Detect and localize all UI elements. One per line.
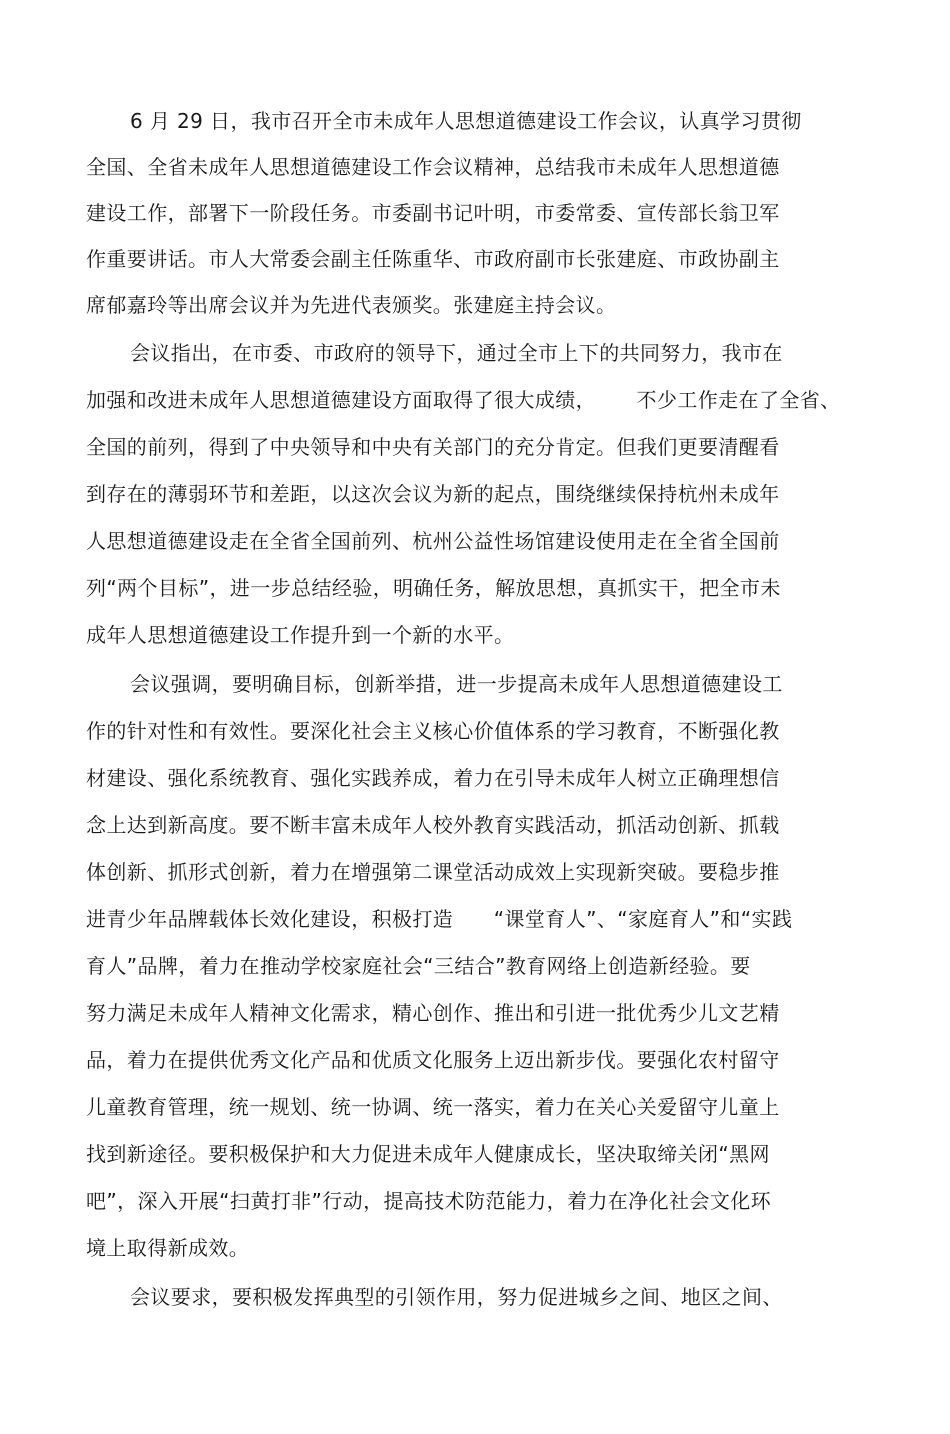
paragraph-1-line-2: 全国、全省未成年人思想道德建设工作会议精神，总结我市未成年人思想道德 (86, 155, 780, 179)
paragraph-3-line-5: 体创新、抓形式创新，着力在增强第二课堂活动成效上实现新突破。要稳步推 (86, 860, 780, 884)
paragraph-1-line-4: 作重要讲话。市人大常委会副主任陈重华、市政府副市长张建庭、市政协副主 (86, 247, 780, 271)
paragraph-2-line-6: 列“两个目标”，进一步总结经验，明确任务，解放思想，真抓实干，把全市未 (86, 576, 781, 600)
paragraph-3-line-9: 品，着力在提供优秀文化产品和优质文化服务上迈出新步伐。要强化农村留守 (86, 1048, 780, 1072)
paragraph-3-line-13: 境上取得新成效。 (86, 1236, 250, 1260)
paragraph-3-line-8: 努力满足未成年人精神文化需求，精心创作、推出和引进一批优秀少儿文艺精 (86, 1001, 780, 1025)
paragraph-3-line-4: 念上达到新高度。要不断丰富未成年人校外教育实践活动，抓活动创新、抓载 (86, 813, 780, 837)
paragraph-1-line-3: 建设工作，部署下一阶段任务。市委副书记叶明，市委常委、宣传部长翁卫军 (86, 201, 780, 225)
paragraph-3-line-12: 吧”，深入开展“扫黄打非”行动，提高技术防范能力，着力在净化社会文化环 (86, 1189, 772, 1213)
paragraph-1-line-5: 席郁嘉玲等出席会议并为先进代表颁奖。张建庭主持会议。 (86, 293, 617, 317)
paragraph-2-line-1: 会议指出，在市委、市政府的领导下，通过全市上下的共同努力，我市在 (130, 341, 783, 365)
paragraph-2-line-4: 到存在的薄弱环节和差距，以这次会议为新的起点，围绕继续保持杭州未成年 (86, 482, 780, 506)
paragraph-3-line-10: 儿童教育管理，统一规划、统一协调、统一落实，着力在关心关爱留守儿童上 (86, 1095, 780, 1119)
paragraph-1-line-1: 6 月 29 日，我市召开全市未成年人思想道德建设工作会议，认真学习贯彻 (130, 109, 802, 133)
paragraph-2-line-3: 全国的前列，得到了中央领导和中央有关部门的充分肯定。但我们更要清醒看 (86, 435, 780, 459)
paragraph-3-line-1: 会议强调，要明确目标，创新举措，进一步提高未成年人思想道德建设工 (130, 672, 783, 696)
paragraph-2-line-2: 加强和改进未成年人思想道德建设方面取得了很大成绩， 不少工作走在了全省、 (86, 388, 841, 412)
paragraph-3-line-11: 找到新途径。要积极保护和大力促进未成年人健康成长，坚决取缔关闭“黑网 (86, 1142, 770, 1166)
paragraph-3-line-3: 材建设、强化系统教育、强化实践养成，着力在引导未成年人树立正确理想信 (86, 766, 780, 790)
paragraph-3-line-2: 作的针对性和有效性。要深化社会主义核心价值体系的学习教育，不断强化教 (86, 719, 780, 743)
paragraph-2-line-7: 成年人思想道德建设工作提升到一个新的水平。 (86, 623, 515, 647)
paragraph-4-line-1: 会议要求，要积极发挥典型的引领作用，努力促进城乡之间、地区之间、 (130, 1285, 783, 1309)
paragraph-3-line-7: 育人”品牌，着力在推动学校家庭社会“三结合”教育网络上创造新经验。要 (86, 954, 751, 978)
paragraph-3-line-6: 进青少年品牌载体长效化建设，积极打造 “课堂育人”、“家庭育人”和“实践 (86, 907, 793, 931)
paragraph-2-line-5: 人思想道德建设走在全省全国前列、杭州公益性场馆建设使用走在全省全国前 (86, 529, 780, 553)
